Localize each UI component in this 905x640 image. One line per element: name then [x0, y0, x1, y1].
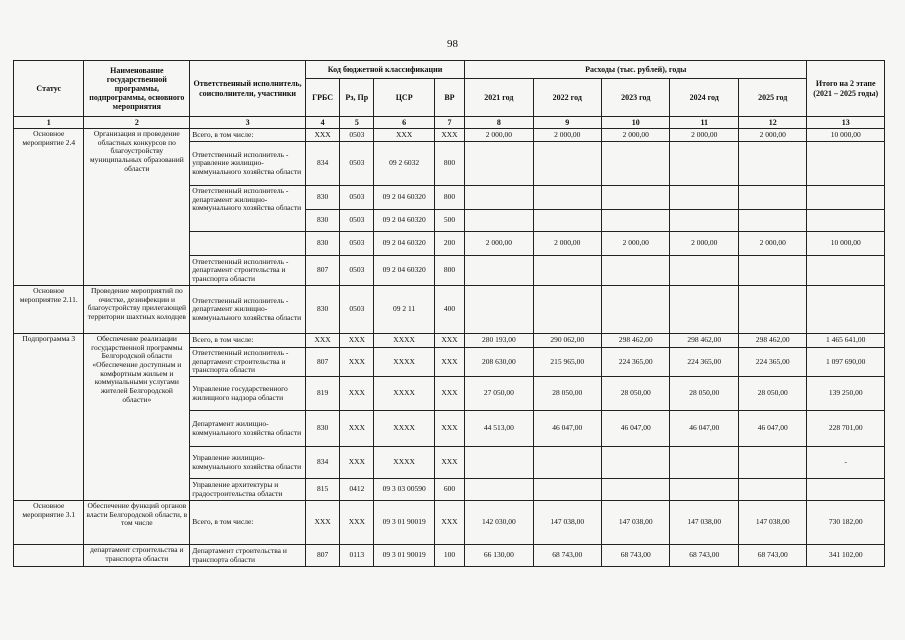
csr-cell: XXXX	[374, 411, 434, 447]
rzpr-cell: XXX	[340, 334, 374, 348]
program-name-cell: Обеспечение функций органов власти Белгородской области, в том числе	[84, 501, 190, 545]
y2025-cell: 46 047,00	[738, 411, 806, 447]
grbs-cell: 830	[305, 232, 339, 256]
y2025-cell: 2 000,00	[738, 129, 806, 142]
y2024-cell	[670, 479, 738, 501]
y2023-cell: 28 050,00	[602, 377, 670, 411]
table-row	[14, 545, 885, 567]
rzpr-cell: 0113	[340, 545, 374, 567]
csr-cell: 09 2 04 60320	[374, 186, 434, 210]
grbs-cell: 830	[305, 411, 339, 447]
grbs-cell: 815	[305, 479, 339, 501]
column-number-row	[14, 117, 885, 129]
executor-cell: Ответственный исполнитель - департамент жилищно-коммунального хозяйства области	[190, 286, 306, 334]
rzpr-cell: 0503	[340, 129, 374, 142]
y2024-cell	[670, 256, 738, 286]
vr-cell: 100	[434, 545, 464, 567]
vr-cell: 800	[434, 256, 464, 286]
executor-cell: Управление государственного жилищного надзора области	[190, 377, 306, 411]
rzpr-cell: XXX	[340, 348, 374, 377]
vr-cell: 800	[434, 186, 464, 210]
executor-cell: Департамент строительства и транспорта области	[190, 545, 306, 567]
vr-cell: XXX	[434, 447, 464, 479]
y2021-cell: 2 000,00	[465, 129, 533, 142]
y2025-cell: 147 038,00	[738, 501, 806, 545]
header-name: Наименование государственной программы, подпрограммы, основного мероприятия	[84, 61, 190, 117]
executor-cell: Ответственный исполнитель - департамент строительства и транспорта области	[190, 348, 306, 377]
y2024-cell	[670, 286, 738, 334]
grbs-cell: 819	[305, 377, 339, 411]
page-number: 98	[447, 38, 458, 50]
y2021-cell: 142 030,00	[465, 501, 533, 545]
executor-cell: Управление жилищно-коммунального хозяйства области	[190, 447, 306, 479]
csr-cell: 09 2 6032	[374, 142, 434, 186]
executor-cell: Всего, в том числе:	[190, 501, 306, 545]
total-cell	[807, 256, 885, 286]
vr-cell: 600	[434, 479, 464, 501]
y2025-cell	[738, 142, 806, 186]
col-number: 8	[465, 117, 533, 129]
total-cell: 730 182,00	[807, 501, 885, 545]
y2024-cell	[670, 142, 738, 186]
csr-cell: 09 3 03 00590	[374, 479, 434, 501]
header-csr: ЦСР	[374, 79, 434, 117]
y2022-cell	[533, 256, 601, 286]
grbs-cell: 834	[305, 142, 339, 186]
header-2022: 2022 год	[533, 79, 601, 117]
program-name-cell: Проведение мероприятий по очистке, дезинфекции и благоустройству прилегающей территории шахтных колодцев	[84, 286, 190, 334]
vr-cell: XXX	[434, 334, 464, 348]
status-cell: Основное мероприятие 2.11.	[14, 286, 84, 334]
header-budget-code: Код бюджетной классификации	[305, 61, 464, 79]
total-cell: -	[807, 447, 885, 479]
col-number: 11	[670, 117, 738, 129]
header-2021: 2021 год	[465, 79, 533, 117]
executor-cell: Департамент жилищно-коммунального хозяйства области	[190, 411, 306, 447]
y2022-cell	[533, 142, 601, 186]
y2023-cell	[602, 286, 670, 334]
table-row	[14, 334, 885, 348]
y2025-cell	[738, 186, 806, 210]
y2023-cell: 224 365,00	[602, 348, 670, 377]
y2021-cell: 2 000,00	[465, 232, 533, 256]
header-vr: ВР	[434, 79, 464, 117]
y2022-cell: 28 050,00	[533, 377, 601, 411]
program-name-cell: Обеспечение реализации государственной программы Белгородской области «Обеспечение доступным и комфортным жильем и коммунальными услугами жителей Белгородской области»	[84, 334, 190, 501]
executor-cell: Ответственный исполнитель - управление жилищно-коммунального хозяйства области	[190, 142, 306, 186]
status-cell: Подпрограмма 3	[14, 334, 84, 501]
y2023-cell	[602, 186, 670, 210]
executor-cell: Управление архитектуры и градостроительства области	[190, 479, 306, 501]
total-cell	[807, 286, 885, 334]
table-row	[14, 129, 885, 142]
rzpr-cell: XXX	[340, 377, 374, 411]
y2022-cell	[533, 286, 601, 334]
grbs-cell: XXX	[305, 129, 339, 142]
table-header	[14, 61, 885, 129]
col-number: 5	[340, 117, 374, 129]
col-number: 3	[190, 117, 306, 129]
header-grbs: ГРБС	[305, 79, 339, 117]
y2025-cell	[738, 256, 806, 286]
rzpr-cell: 0503	[340, 256, 374, 286]
rzpr-cell: XXX	[340, 447, 374, 479]
rzpr-cell: 0503	[340, 232, 374, 256]
y2021-cell: 66 130,00	[465, 545, 533, 567]
csr-cell: 09 2 04 60320	[374, 256, 434, 286]
y2023-cell	[602, 447, 670, 479]
vr-cell: 400	[434, 286, 464, 334]
y2022-cell: 2 000,00	[533, 232, 601, 256]
y2024-cell: 28 050,00	[670, 377, 738, 411]
y2024-cell: 68 743,00	[670, 545, 738, 567]
y2024-cell: 2 000,00	[670, 232, 738, 256]
vr-cell: XXX	[434, 348, 464, 377]
program-name-cell: Организация и проведение областных конкурсов по благоустройству муниципальных образований области	[84, 129, 190, 286]
y2022-cell: 147 038,00	[533, 501, 601, 545]
csr-cell: XXX	[374, 129, 434, 142]
y2024-cell: 298 462,00	[670, 334, 738, 348]
y2025-cell: 2 000,00	[738, 232, 806, 256]
y2021-cell	[465, 186, 533, 210]
status-cell: Основное мероприятие 3.1	[14, 501, 84, 545]
col-number: 1	[14, 117, 84, 129]
y2022-cell: 2 000,00	[533, 129, 601, 142]
y2024-cell: 2 000,00	[670, 129, 738, 142]
program-name-cell: департамент строительства и транспорта области	[84, 545, 190, 567]
y2021-cell	[465, 479, 533, 501]
header-expenses: Расходы (тыс. рублей), годы	[465, 61, 807, 79]
col-number: 12	[738, 117, 806, 129]
y2021-cell	[465, 286, 533, 334]
col-number: 9	[533, 117, 601, 129]
y2021-cell	[465, 142, 533, 186]
y2022-cell	[533, 447, 601, 479]
col-number: 10	[602, 117, 670, 129]
header-status: Статус	[14, 61, 84, 117]
y2022-cell	[533, 479, 601, 501]
col-number: 6	[374, 117, 434, 129]
table-row	[14, 501, 885, 545]
csr-cell: 09 2 04 60320	[374, 232, 434, 256]
total-cell: 139 250,00	[807, 377, 885, 411]
y2023-cell: 2 000,00	[602, 129, 670, 142]
total-cell: 1 465 641,00	[807, 334, 885, 348]
table-body	[14, 129, 885, 567]
grbs-cell: 807	[305, 545, 339, 567]
rzpr-cell: XXX	[340, 411, 374, 447]
header-2023: 2023 год	[602, 79, 670, 117]
y2021-cell	[465, 256, 533, 286]
grbs-cell: 830	[305, 286, 339, 334]
header-rzpr: Рз, Пр	[340, 79, 374, 117]
grbs-cell: XXX	[305, 334, 339, 348]
csr-cell: XXXX	[374, 348, 434, 377]
col-number: 13	[807, 117, 885, 129]
vr-cell: XXX	[434, 377, 464, 411]
total-cell: 1 097 690,00	[807, 348, 885, 377]
y2025-cell	[738, 447, 806, 479]
csr-cell: 09 3 01 90019	[374, 545, 434, 567]
csr-cell: XXXX	[374, 377, 434, 411]
total-cell: 341 102,00	[807, 545, 885, 567]
y2021-cell	[465, 447, 533, 479]
y2023-cell: 68 743,00	[602, 545, 670, 567]
header-2025: 2025 год	[738, 79, 806, 117]
y2023-cell: 147 038,00	[602, 501, 670, 545]
executor-cell	[190, 232, 306, 256]
executor-cell: Всего, в том числе:	[190, 334, 306, 348]
header-2024: 2024 год	[670, 79, 738, 117]
csr-cell: 09 2 11	[374, 286, 434, 334]
total-cell: 228 701,00	[807, 411, 885, 447]
y2025-cell: 28 050,00	[738, 377, 806, 411]
status-cell	[14, 545, 84, 567]
y2025-cell: 224 365,00	[738, 348, 806, 377]
y2024-cell	[670, 447, 738, 479]
rzpr-cell: 0503	[340, 210, 374, 232]
total-cell	[807, 186, 885, 210]
grbs-cell: 830	[305, 210, 339, 232]
y2023-cell	[602, 256, 670, 286]
grbs-cell: 830	[305, 186, 339, 210]
vr-cell: XXX	[434, 129, 464, 142]
header-executor: Ответственный исполнитель, соисполнители, участники	[190, 61, 306, 117]
rzpr-cell: 0503	[340, 286, 374, 334]
y2024-cell	[670, 186, 738, 210]
vr-cell: 200	[434, 232, 464, 256]
budget-table	[13, 60, 885, 567]
y2024-cell	[670, 210, 738, 232]
y2021-cell: 44 513,00	[465, 411, 533, 447]
y2023-cell	[602, 479, 670, 501]
executor-cell: Ответственный исполнитель - департамент жилищно-коммунального хозяйства области	[190, 186, 306, 232]
y2023-cell: 298 462,00	[602, 334, 670, 348]
col-number: 7	[434, 117, 464, 129]
y2023-cell: 46 047,00	[602, 411, 670, 447]
y2021-cell: 27 050,00	[465, 377, 533, 411]
executor-cell: Всего, в том числе:	[190, 129, 306, 142]
y2022-cell: 46 047,00	[533, 411, 601, 447]
csr-cell: XXXX	[374, 447, 434, 479]
rzpr-cell: 0412	[340, 479, 374, 501]
csr-cell: XXXX	[374, 334, 434, 348]
y2025-cell	[738, 479, 806, 501]
y2022-cell: 215 965,00	[533, 348, 601, 377]
total-cell	[807, 479, 885, 501]
csr-cell: 09 2 04 60320	[374, 210, 434, 232]
rzpr-cell: 0503	[340, 186, 374, 210]
y2024-cell: 224 365,00	[670, 348, 738, 377]
status-cell: Основное мероприятие 2.4	[14, 129, 84, 286]
y2025-cell: 68 743,00	[738, 545, 806, 567]
total-cell	[807, 142, 885, 186]
grbs-cell: XXX	[305, 501, 339, 545]
grbs-cell: 834	[305, 447, 339, 479]
total-cell	[807, 210, 885, 232]
vr-cell: XXX	[434, 411, 464, 447]
y2024-cell: 147 038,00	[670, 501, 738, 545]
table-row	[14, 286, 885, 334]
y2023-cell	[602, 210, 670, 232]
y2024-cell: 46 047,00	[670, 411, 738, 447]
executor-cell: Ответственный исполнитель - департамент строительства и транспорта области	[190, 256, 306, 286]
y2021-cell: 280 193,00	[465, 334, 533, 348]
rzpr-cell: 0503	[340, 142, 374, 186]
csr-cell: 09 3 01 90019	[374, 501, 434, 545]
vr-cell: XXX	[434, 501, 464, 545]
total-cell: 10 000,00	[807, 232, 885, 256]
rzpr-cell: XXX	[340, 501, 374, 545]
y2025-cell: 298 462,00	[738, 334, 806, 348]
header-total: Итого на 2 этапе (2021 – 2025 годы)	[807, 61, 885, 117]
y2022-cell: 68 743,00	[533, 545, 601, 567]
y2021-cell: 208 630,00	[465, 348, 533, 377]
y2021-cell	[465, 210, 533, 232]
y2022-cell	[533, 210, 601, 232]
y2022-cell	[533, 186, 601, 210]
col-number: 2	[84, 117, 190, 129]
total-cell: 10 000,00	[807, 129, 885, 142]
y2025-cell	[738, 210, 806, 232]
grbs-cell: 807	[305, 348, 339, 377]
y2022-cell: 290 062,00	[533, 334, 601, 348]
y2025-cell	[738, 286, 806, 334]
y2023-cell: 2 000,00	[602, 232, 670, 256]
vr-cell: 800	[434, 142, 464, 186]
vr-cell: 500	[434, 210, 464, 232]
y2023-cell	[602, 142, 670, 186]
col-number: 4	[305, 117, 339, 129]
grbs-cell: 807	[305, 256, 339, 286]
